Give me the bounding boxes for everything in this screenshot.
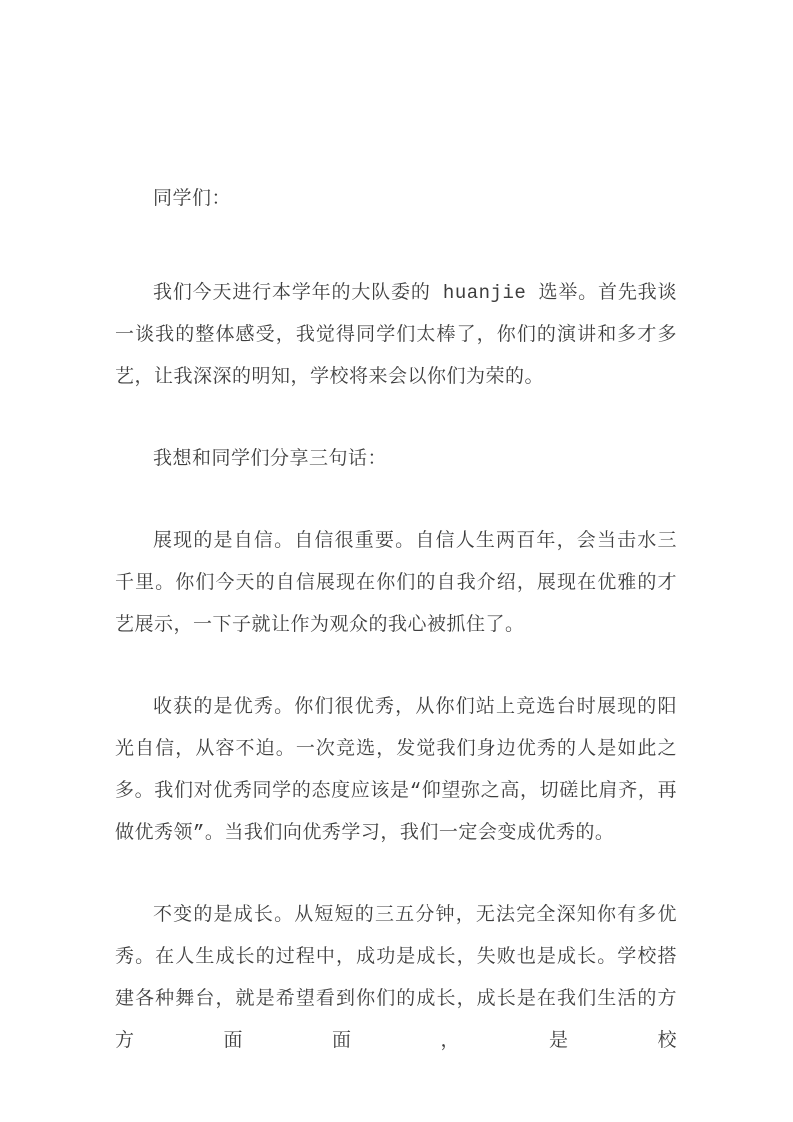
paragraph-growth-continued: 不变的是成长。从短短的三五分钟，无法完全深知你有多优秀。在人生成长的过程中，成功是成长，失败也是成长。学校搭建各种舞台，就是希望看到你们的成长，成长是在我们生活的方方面面，是校 <box>115 904 677 1052</box>
paragraph-lead-in: 我想和同学们分享三句话： <box>153 448 388 470</box>
paragraph-excellence: 收获的是优秀。你们很优秀，从你们站上竞选台时展现的阳光自信，从容不迫。一次竞选，发觉我们身边优秀的人是如此之多。我们对优秀同学的态度应该是“仰望弥之高，切磋比肩齐，再做优秀领”。当我们向优秀学习，我们一定会变成优秀的。 <box>115 696 677 844</box>
paragraph-salutation: 同学们： <box>153 188 232 210</box>
paragraph-confidence: 展现的是自信。自信很重要。自信人生两百年，会当击水三千里。你们今天的自信展现在你们的自我介绍，展现在优雅的才艺展示，一下子就让作为观众的我心被抓住了。 <box>115 530 677 636</box>
paragraph-intro: 我们今天进行本学年的大队委的 huanjie 选举。首先我谈一谈我的整体感受，我觉得同学们太棒了，你们的演讲和多才多艺，让我深深的明知，学校将来会以你们为荣的。 <box>115 282 677 388</box>
